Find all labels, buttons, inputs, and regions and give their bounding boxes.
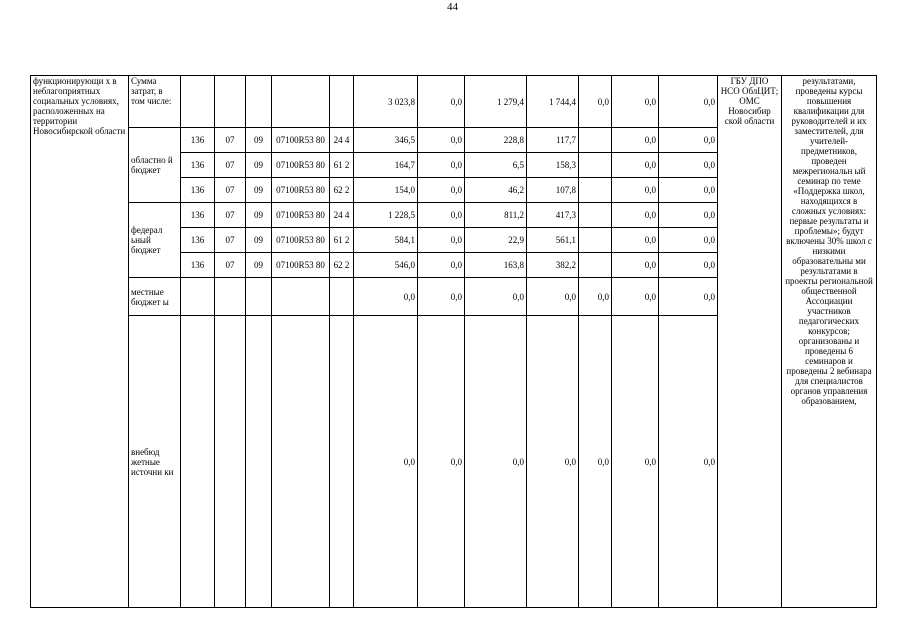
total-value: 0,0 (659, 76, 718, 128)
value-cell: 0,0 (418, 128, 465, 153)
value-cell: 0,0 (659, 128, 718, 153)
value-cell: 163,8 (465, 253, 527, 278)
rz-cell: 07 (215, 203, 246, 228)
csr-cell: 07100R53 80 (272, 153, 330, 178)
value-cell (579, 253, 612, 278)
value-cell (579, 128, 612, 153)
csr-cell: 07100R53 80 (272, 128, 330, 153)
rz-cell: 07 (215, 253, 246, 278)
total-value: 0,0 (418, 76, 465, 128)
offbudget-label: внебюд жетные источни ки (129, 316, 181, 608)
value-cell: 0,0 (527, 316, 579, 608)
total-value: 0,0 (579, 76, 612, 128)
rz-cell: 07 (215, 178, 246, 203)
value-cell: 417,3 (527, 203, 579, 228)
expected-result: результатами, проведены курсы повышения квалификации для руководителей и их заместителей, для учителей-предметников, проведен межрегиональн ый семинар по теме «Поддержка школ, находящихся в сложных условиях: первые результаты и проблемы»; будут включены 30% школ с низкими образовательны ми результатами в проекты региональной общественной Ассоциации участников педагогических конкурсов; организованы и проведены 6 семинаров и проведены 2 вебинара для специалистов органов управления образованием, (782, 76, 877, 608)
rz-cell: 07 (215, 128, 246, 153)
value-cell: 6,5 (465, 153, 527, 178)
value-cell: 0,0 (659, 153, 718, 178)
csr-cell: 07100R53 80 (272, 253, 330, 278)
value-cell: 0,0 (659, 178, 718, 203)
vr-cell: 62 2 (330, 178, 354, 203)
value-cell: 584,1 (354, 228, 418, 253)
executor: ГБУ ДПО НСО ОблЦИТ; ОМС Новосибир ской области (718, 76, 782, 608)
value-cell: 0,0 (418, 178, 465, 203)
value-cell: 1 228,5 (354, 203, 418, 228)
total-value: 1 279,4 (465, 76, 527, 128)
value-cell (579, 203, 612, 228)
value-cell: 0,0 (527, 278, 579, 316)
regional-label: областно й бюджет (129, 128, 181, 203)
value-cell: 561,1 (527, 228, 579, 253)
value-cell: 164,7 (354, 153, 418, 178)
value-cell: 0,0 (659, 316, 718, 608)
value-cell: 546,0 (354, 253, 418, 278)
csr-cell: 07100R53 80 (272, 228, 330, 253)
total-label: Сумма затрат, в том числе: (129, 76, 181, 128)
value-cell: 0,0 (612, 203, 659, 228)
page-number: 44 (447, 1, 458, 13)
value-cell: 0,0 (418, 278, 465, 316)
grbs-cell: 136 (181, 203, 215, 228)
value-cell: 0,0 (579, 278, 612, 316)
pr-cell: 09 (246, 253, 272, 278)
total-value: 0,0 (612, 76, 659, 128)
grbs-cell: 136 (181, 128, 215, 153)
value-cell: 0,0 (465, 278, 527, 316)
value-cell (579, 178, 612, 203)
task-name: функционирующи х в неблагоприятных социальных условиях, расположенных на территории Новосибирской области (31, 76, 129, 608)
value-cell: 228,8 (465, 128, 527, 153)
value-cell: 22,9 (465, 228, 527, 253)
value-cell: 0,0 (659, 203, 718, 228)
pr-cell: 09 (246, 153, 272, 178)
value-cell: 158,3 (527, 153, 579, 178)
value-cell: 0,0 (418, 316, 465, 608)
vr-cell: 62 2 (330, 253, 354, 278)
value-cell: 107,8 (527, 178, 579, 203)
value-cell: 382,2 (527, 253, 579, 278)
vr-cell: 61 2 (330, 153, 354, 178)
value-cell: 117,7 (527, 128, 579, 153)
value-cell: 0,0 (612, 128, 659, 153)
value-cell: 0,0 (612, 253, 659, 278)
grbs-cell: 136 (181, 228, 215, 253)
value-cell: 46,2 (465, 178, 527, 203)
pr-cell: 09 (246, 203, 272, 228)
csr-cell: 07100R53 80 (272, 178, 330, 203)
total-value: 1 744,4 (527, 76, 579, 128)
value-cell: 0,0 (418, 203, 465, 228)
pr-cell: 09 (246, 128, 272, 153)
vr-cell: 61 2 (330, 228, 354, 253)
value-cell: 0,0 (659, 278, 718, 316)
value-cell: 0,0 (354, 316, 418, 608)
value-cell: 0,0 (418, 228, 465, 253)
value-cell: 0,0 (659, 253, 718, 278)
csr-cell: 07100R53 80 (272, 203, 330, 228)
grbs-cell: 136 (181, 253, 215, 278)
rz-cell: 07 (215, 228, 246, 253)
rz-cell: 07 (215, 153, 246, 178)
value-cell (579, 228, 612, 253)
grbs-cell: 136 (181, 153, 215, 178)
vr-cell: 24 4 (330, 128, 354, 153)
pr-cell: 09 (246, 178, 272, 203)
pr-cell: 09 (246, 228, 272, 253)
total-row (31, 76, 877, 128)
federal-label: федерал ьный бюджет (129, 203, 181, 278)
value-cell: 811,2 (465, 203, 527, 228)
value-cell: 0,0 (579, 316, 612, 608)
value-cell: 0,0 (659, 228, 718, 253)
total-value: 3 023,8 (354, 76, 418, 128)
value-cell: 154,0 (354, 178, 418, 203)
value-cell: 0,0 (465, 316, 527, 608)
value-cell: 0,0 (354, 278, 418, 316)
value-cell: 0,0 (612, 278, 659, 316)
value-cell: 0,0 (612, 316, 659, 608)
value-cell: 0,0 (418, 153, 465, 178)
value-cell: 346,5 (354, 128, 418, 153)
grbs-cell: 136 (181, 178, 215, 203)
funding-table (30, 75, 877, 608)
value-cell: 0,0 (612, 178, 659, 203)
value-cell: 0,0 (418, 253, 465, 278)
value-cell: 0,0 (612, 228, 659, 253)
vr-cell: 24 4 (330, 203, 354, 228)
value-cell: 0,0 (612, 153, 659, 178)
local-label: местные бюджет ы (129, 278, 181, 316)
value-cell (579, 153, 612, 178)
